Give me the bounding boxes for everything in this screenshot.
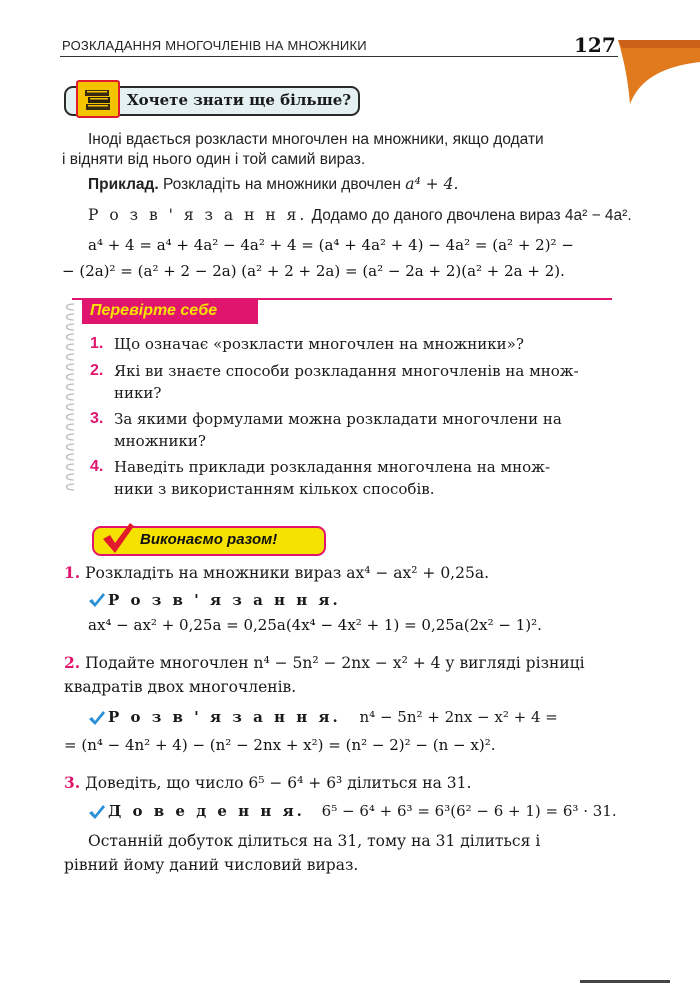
exercise-3-text: Доведіть, що число 6⁵ − 6⁴ + 6³ ділиться на 31. [85,774,472,792]
header-rule [60,56,618,57]
question-4-line-2: ники з використанням кількох способів. [114,480,435,498]
solution-text: Додамо до даного двочлена вираз 4a² − 4a². [311,207,632,224]
page-number: 127 [574,33,616,57]
example-math-line-1: a⁴ + 4 = a⁴ + 4a² − 4a² + 4 = (a⁴ + 4a² + 4) − 4a² = (a² + 2)² − [88,236,574,254]
exercise-2-number: 2. [64,653,81,672]
question-2-line-1: Які ви знаєте способи розкладання многочленів на множ- [114,362,579,380]
info-paragraph-line-1: Іноді вдається розкласти многочлен на множники, якщо додати [88,131,544,148]
exercise-3-math: 6⁵ − 6⁴ + 6³ = 6³(6² − 6 + 1) = 6³ · 31. [321,802,617,820]
question-number: 1. [90,335,104,352]
exercise-2-math-line-2: = (n⁴ − 4n² + 4) − (n² − 2nx + x²) = (n² − 2)² − (n − x)². [64,736,496,754]
exercise-3-number: 3. [64,773,81,792]
red-checkmark-icon [100,521,136,555]
example-text: Розкладіть на множники двочлен [163,176,401,193]
exercise-2-solution [108,706,558,728]
question-3-line-1: За якими формулами можна розкладати многочлени на [114,410,562,428]
exercise-1-math: ax⁴ − ax² + 0,25a = 0,25a(4x⁴ − 4x² + 1) = 0,25a(2x² − 1)². [88,616,542,634]
example-expression: a⁴ + 4. [405,175,459,193]
example-label: Приклад. [88,176,159,193]
question-number: 3. [90,410,104,427]
do-together-heading: Виконаємо разом! [140,531,278,548]
solution-label: Р о з в ' я з а н н я. [88,206,308,224]
exercise-3-statement [64,772,471,794]
exercise-3-conclusion-line-1: Останній добуток ділиться на 31, тому на 31 ділиться і [88,832,541,850]
notebook-spiral-icon [62,300,80,496]
question-1-line-1: Що означає «розкласти многочлен на множники»? [114,335,524,353]
question-3-line-2: множники? [114,432,206,450]
footer-rule [580,980,670,983]
blue-checkmark-icon [88,710,106,726]
question-number: 2. [90,362,104,379]
example-statement [88,174,458,195]
exercise-1-statement [64,562,489,584]
check-yourself-heading: Перевірте себе [90,302,218,319]
blue-checkmark-icon [88,592,106,608]
exercise-2-statement [64,652,585,674]
running-header: РОЗКЛАДАННЯ МНОГОЧЛЕНІВ НА МНОЖНИКИ [62,38,367,53]
exercise-2-math-line-1: n⁴ − 5n² + 2nx − x² + 4 = [359,708,558,726]
exercise-3-proof [108,800,617,822]
info-paragraph-line-2: і відняти від нього один і той самий вираз. [62,151,366,168]
info-heading: Хочете знати ще більше? [127,91,352,109]
exercise-3-conclusion-line-2: рівний йому даний числовий вираз. [64,856,359,874]
books-icon [76,80,120,118]
exercise-1-number: 1. [64,563,81,582]
question-4-line-1: Наведіть приклади розкладання многочлена на множ- [114,458,551,476]
exercise-2-text: Подайте многочлен n⁴ − 5n² − 2nx − x² + 4 у вигляді різниці [85,654,585,672]
blue-checkmark-icon [88,804,106,820]
question-number: 4. [90,458,104,475]
exercise-1-solution-label: Р о з в ' я з а н н я. [108,591,341,609]
exercise-3-proof-label: Д о в е д е н н я. [108,802,305,820]
example-solution-intro [88,205,632,226]
question-2-line-2: ники? [114,384,162,402]
exercise-1-text: Розкладіть на множники вираз ax⁴ − ax² + 0,25a. [85,564,489,582]
exercise-2-statement-line-2: квадратів двох многочленів. [64,678,297,696]
example-math-line-2: − (2a)² = (a² + 2 − 2a) (a² + 2 + 2a) = (a² − 2a + 2)(a² + 2a + 2). [62,262,565,280]
exercise-2-solution-label: Р о з в ' я з а н н я. [108,708,341,726]
